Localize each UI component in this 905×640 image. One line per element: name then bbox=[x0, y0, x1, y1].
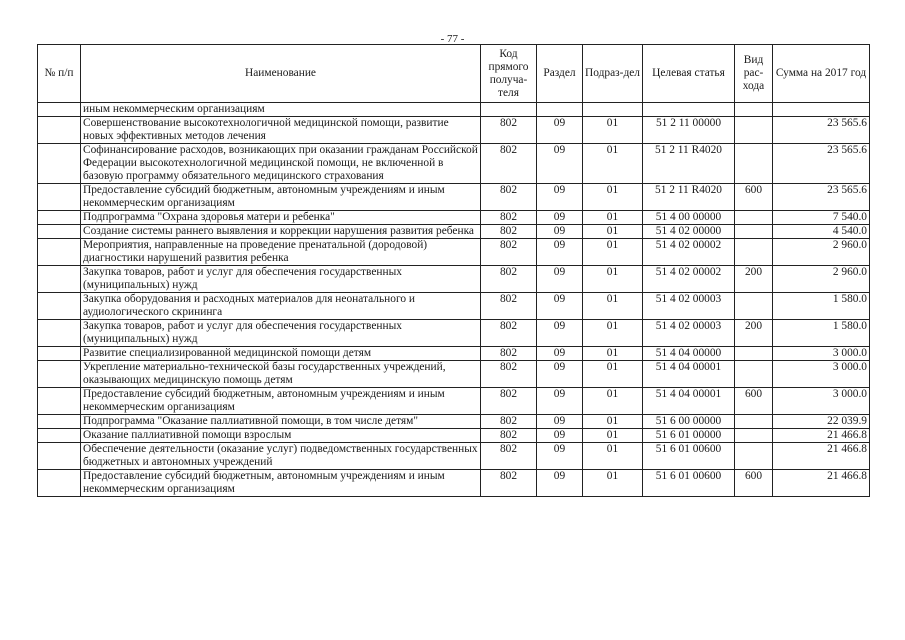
cell-sum: 3 000.0 bbox=[773, 361, 870, 388]
cell-name: Подпрограмма "Охрана здоровья матери и ребенка" bbox=[81, 211, 481, 225]
cell-sum: 21 466.8 bbox=[773, 470, 870, 497]
cell-sum: 1 580.0 bbox=[773, 320, 870, 347]
cell-subsection: 01 bbox=[583, 144, 643, 184]
header-sum: Сумма на 2017 год bbox=[773, 45, 870, 103]
table-row bbox=[38, 293, 870, 320]
cell-num bbox=[38, 429, 81, 443]
cell-vid bbox=[735, 361, 773, 388]
cell-num bbox=[38, 239, 81, 266]
cell-section: 09 bbox=[537, 117, 583, 144]
cell-target: 51 4 04 00001 bbox=[643, 361, 735, 388]
cell-vid: 600 bbox=[735, 184, 773, 211]
cell-vid bbox=[735, 239, 773, 266]
cell-vid: 600 bbox=[735, 470, 773, 497]
cell-subsection: 01 bbox=[583, 266, 643, 293]
cell-sum bbox=[773, 103, 870, 117]
cell-num bbox=[38, 184, 81, 211]
cell-vid bbox=[735, 211, 773, 225]
cell-sum: 23 565.6 bbox=[773, 117, 870, 144]
cell-code: 802 bbox=[481, 347, 537, 361]
cell-section bbox=[537, 103, 583, 117]
table-row bbox=[38, 320, 870, 347]
cell-target bbox=[643, 103, 735, 117]
cell-section: 09 bbox=[537, 388, 583, 415]
cell-target: 51 4 04 00001 bbox=[643, 388, 735, 415]
cell-sum: 2 960.0 bbox=[773, 239, 870, 266]
table-row bbox=[38, 361, 870, 388]
cell-name: Развитие специализированной медицинской помощи детям bbox=[81, 347, 481, 361]
cell-target: 51 6 00 00000 bbox=[643, 415, 735, 429]
page-number: - 77 - bbox=[440, 33, 465, 45]
cell-section: 09 bbox=[537, 144, 583, 184]
cell-code: 802 bbox=[481, 361, 537, 388]
cell-name: Оказание паллиативной помощи взрослым bbox=[81, 429, 481, 443]
table-header-row bbox=[38, 45, 870, 103]
cell-section: 09 bbox=[537, 211, 583, 225]
cell-target: 51 4 02 00003 bbox=[643, 320, 735, 347]
cell-vid bbox=[735, 293, 773, 320]
header-subsection: Подраз-дел bbox=[583, 45, 643, 103]
cell-name: Предоставление субсидий бюджетным, автономным учреждениям и иным некоммерческим организациям bbox=[81, 388, 481, 415]
cell-vid: 200 bbox=[735, 266, 773, 293]
cell-num bbox=[38, 266, 81, 293]
table-row bbox=[38, 266, 870, 293]
table-row bbox=[38, 184, 870, 211]
table-row bbox=[38, 144, 870, 184]
cell-sum: 7 540.0 bbox=[773, 211, 870, 225]
cell-code: 802 bbox=[481, 429, 537, 443]
table-row bbox=[38, 470, 870, 497]
table-row bbox=[38, 117, 870, 144]
table-row bbox=[38, 429, 870, 443]
cell-code: 802 bbox=[481, 443, 537, 470]
cell-target: 51 6 01 00600 bbox=[643, 443, 735, 470]
cell-subsection: 01 bbox=[583, 415, 643, 429]
table-row bbox=[38, 225, 870, 239]
cell-target: 51 4 04 00000 bbox=[643, 347, 735, 361]
cell-name: Софинансирование расходов, возникающих при оказании гражданам Российской Федерации высокотехнологичной медицинской помощи, не включенной в базовую программу обязательного медицинского страхования bbox=[81, 144, 481, 184]
cell-name: Совершенствование высокотехнологичной медицинской помощи, развитие новых эффективных методов лечения bbox=[81, 117, 481, 144]
cell-num bbox=[38, 103, 81, 117]
cell-target: 51 4 00 00000 bbox=[643, 211, 735, 225]
cell-subsection: 01 bbox=[583, 470, 643, 497]
cell-num bbox=[38, 388, 81, 415]
header-vid: Вид рас-хода bbox=[735, 45, 773, 103]
cell-vid bbox=[735, 144, 773, 184]
cell-num bbox=[38, 443, 81, 470]
cell-target: 51 2 11 R4020 bbox=[643, 184, 735, 211]
cell-code: 802 bbox=[481, 470, 537, 497]
cell-code: 802 bbox=[481, 239, 537, 266]
header-code: Код прямого получа-теля bbox=[481, 45, 537, 103]
cell-section: 09 bbox=[537, 225, 583, 239]
cell-sum: 2 960.0 bbox=[773, 266, 870, 293]
cell-name: Мероприятия, направленные на проведение пренатальной (дородовой) диагностики нарушений развития ребенка bbox=[81, 239, 481, 266]
cell-target: 51 4 02 00003 bbox=[643, 293, 735, 320]
cell-target: 51 2 11 00000 bbox=[643, 117, 735, 144]
cell-subsection: 01 bbox=[583, 443, 643, 470]
cell-sum: 4 540.0 bbox=[773, 225, 870, 239]
cell-name: Подпрограмма "Оказание паллиативной помощи, в том числе детям" bbox=[81, 415, 481, 429]
cell-target: 51 4 02 00002 bbox=[643, 266, 735, 293]
cell-subsection: 01 bbox=[583, 117, 643, 144]
cell-num bbox=[38, 320, 81, 347]
table-row bbox=[38, 211, 870, 225]
cell-code bbox=[481, 103, 537, 117]
cell-code: 802 bbox=[481, 415, 537, 429]
cell-code: 802 bbox=[481, 144, 537, 184]
cell-target: 51 4 02 00000 bbox=[643, 225, 735, 239]
cell-vid bbox=[735, 429, 773, 443]
cell-section: 09 bbox=[537, 266, 583, 293]
cell-subsection: 01 bbox=[583, 361, 643, 388]
cell-num bbox=[38, 470, 81, 497]
cell-name: Обеспечение деятельности (оказание услуг) подведомственных государственных бюджетных и автономных учреждений bbox=[81, 443, 481, 470]
cell-subsection: 01 bbox=[583, 211, 643, 225]
cell-vid: 200 bbox=[735, 320, 773, 347]
cell-vid bbox=[735, 443, 773, 470]
cell-num bbox=[38, 211, 81, 225]
cell-code: 802 bbox=[481, 117, 537, 144]
cell-section: 09 bbox=[537, 320, 583, 347]
table-row bbox=[38, 415, 870, 429]
cell-subsection bbox=[583, 103, 643, 117]
cell-section: 09 bbox=[537, 470, 583, 497]
cell-vid: 600 bbox=[735, 388, 773, 415]
cell-subsection: 01 bbox=[583, 293, 643, 320]
cell-code: 802 bbox=[481, 266, 537, 293]
cell-section: 09 bbox=[537, 429, 583, 443]
cell-section: 09 bbox=[537, 443, 583, 470]
cell-sum: 23 565.6 bbox=[773, 184, 870, 211]
cell-target: 51 4 02 00002 bbox=[643, 239, 735, 266]
cell-num bbox=[38, 225, 81, 239]
cell-num bbox=[38, 361, 81, 388]
cell-vid bbox=[735, 103, 773, 117]
cell-name: Укрепление материально-технической базы государственных учреждений, оказывающих медицинскую помощь детям bbox=[81, 361, 481, 388]
cell-sum: 22 039.9 bbox=[773, 415, 870, 429]
cell-code: 802 bbox=[481, 388, 537, 415]
cell-name: Предоставление субсидий бюджетным, автономным учреждениям и иным некоммерческим организациям bbox=[81, 184, 481, 211]
header-name: Наименование bbox=[81, 45, 481, 103]
cell-num bbox=[38, 293, 81, 320]
cell-num bbox=[38, 144, 81, 184]
cell-vid bbox=[735, 415, 773, 429]
cell-subsection: 01 bbox=[583, 184, 643, 211]
table-row bbox=[38, 388, 870, 415]
cell-target: 51 6 01 00600 bbox=[643, 470, 735, 497]
cell-subsection: 01 bbox=[583, 239, 643, 266]
cell-sum: 3 000.0 bbox=[773, 347, 870, 361]
cell-name: иным некоммерческим организациям bbox=[81, 103, 481, 117]
cell-vid bbox=[735, 347, 773, 361]
cell-code: 802 bbox=[481, 293, 537, 320]
cell-subsection: 01 bbox=[583, 347, 643, 361]
cell-num bbox=[38, 117, 81, 144]
cell-subsection: 01 bbox=[583, 388, 643, 415]
header-num: № п/п bbox=[38, 45, 81, 103]
cell-subsection: 01 bbox=[583, 429, 643, 443]
cell-sum: 3 000.0 bbox=[773, 388, 870, 415]
cell-name: Предоставление субсидий бюджетным, автономным учреждениям и иным некоммерческим организациям bbox=[81, 470, 481, 497]
cell-name: Закупка товаров, работ и услуг для обеспечения государственных (муниципальных) нужд bbox=[81, 320, 481, 347]
table-row bbox=[38, 239, 870, 266]
cell-code: 802 bbox=[481, 225, 537, 239]
cell-code: 802 bbox=[481, 184, 537, 211]
cell-subsection: 01 bbox=[583, 320, 643, 347]
cell-name: Закупка оборудования и расходных материалов для неонатального и аудиологического скрининга bbox=[81, 293, 481, 320]
cell-vid bbox=[735, 225, 773, 239]
header-section: Раздел bbox=[537, 45, 583, 103]
cell-target: 51 2 11 R4020 bbox=[643, 144, 735, 184]
cell-section: 09 bbox=[537, 347, 583, 361]
cell-target: 51 6 01 00000 bbox=[643, 429, 735, 443]
cell-sum: 21 466.8 bbox=[773, 443, 870, 470]
cell-section: 09 bbox=[537, 239, 583, 266]
cell-code: 802 bbox=[481, 211, 537, 225]
cell-name: Создание системы раннего выявления и коррекции нарушения развития ребенка bbox=[81, 225, 481, 239]
cell-section: 09 bbox=[537, 415, 583, 429]
cell-section: 09 bbox=[537, 184, 583, 211]
cell-num bbox=[38, 347, 81, 361]
table-row bbox=[38, 103, 870, 117]
cell-vid bbox=[735, 117, 773, 144]
cell-name: Закупка товаров, работ и услуг для обеспечения государственных (муниципальных) нужд bbox=[81, 266, 481, 293]
cell-section: 09 bbox=[537, 293, 583, 320]
cell-sum: 21 466.8 bbox=[773, 429, 870, 443]
cell-sum: 1 580.0 bbox=[773, 293, 870, 320]
cell-code: 802 bbox=[481, 320, 537, 347]
cell-sum: 23 565.6 bbox=[773, 144, 870, 184]
cell-num bbox=[38, 415, 81, 429]
budget-table bbox=[37, 44, 870, 497]
header-target: Целевая статья bbox=[643, 45, 735, 103]
table-row bbox=[38, 443, 870, 470]
table-row bbox=[38, 347, 870, 361]
cell-subsection: 01 bbox=[583, 225, 643, 239]
cell-section: 09 bbox=[537, 361, 583, 388]
